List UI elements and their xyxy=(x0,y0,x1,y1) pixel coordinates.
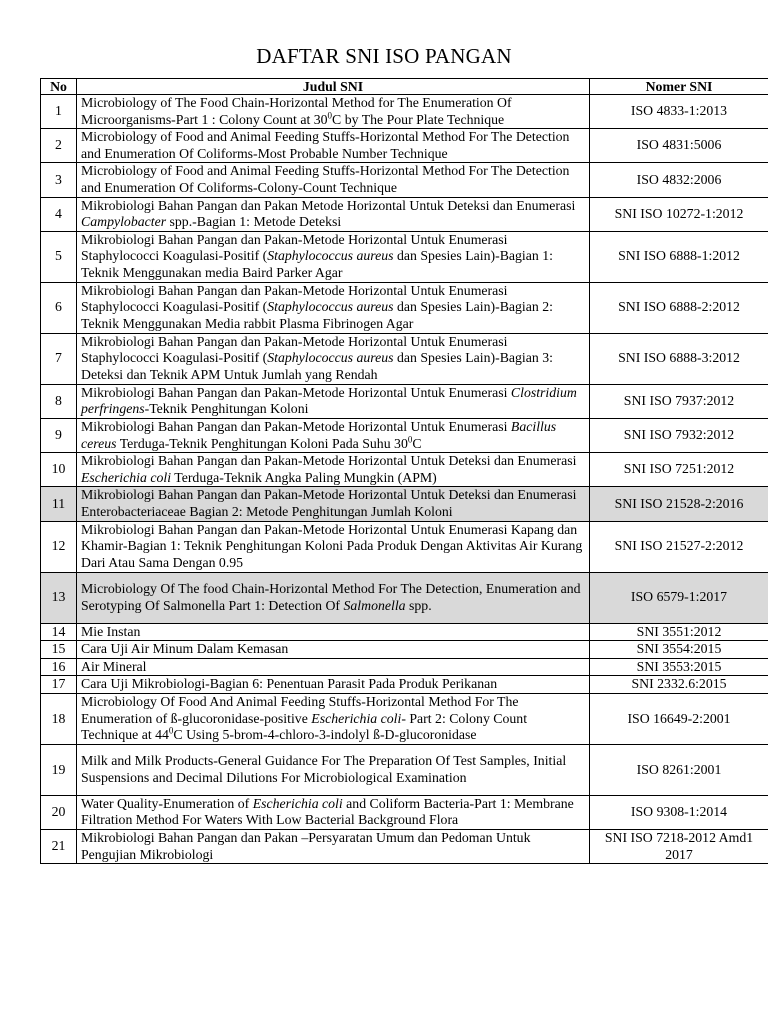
italic-species-name: Campylobacter xyxy=(81,214,167,230)
title-text: Cara Uji Mikrobiologi-Bagian 6: Penentuan Parasit Pada Produk Perikanan xyxy=(81,676,498,692)
row-sni-number: SNI ISO 7937:2012 xyxy=(590,384,768,418)
table-row xyxy=(41,197,768,231)
table-row xyxy=(41,487,768,521)
title-text: Mikrobiologi Bahan Pangan dan Pakan-Metode Horizontal Untuk Deteksi dan Enumerasi xyxy=(81,453,577,469)
row-sni-number: SNI 3551:2012 xyxy=(590,623,768,641)
table-row xyxy=(41,163,768,197)
row-title xyxy=(77,623,590,641)
row-title xyxy=(77,658,590,676)
table-row xyxy=(41,333,768,384)
title-text: dan Spesies Lain)-Bagian 2: Teknik Menggunakan Media rabbit Plasma Fibrinogen Agar xyxy=(81,299,553,332)
row-number: 17 xyxy=(41,676,77,694)
row-title xyxy=(77,163,590,197)
title-text: Terduga-Teknik Penghitungan Koloni Pada Suhu 30 xyxy=(116,435,408,451)
table-row xyxy=(41,418,768,452)
table-row xyxy=(41,830,768,864)
title-text: Mikrobiologi Bahan Pangan dan Pakan-Metode Horizontal Untuk Enumerasi xyxy=(81,418,511,434)
table-header-row xyxy=(41,79,768,95)
table-row xyxy=(41,744,768,795)
row-title xyxy=(77,676,590,694)
page-title: DAFTAR SNI ISO PANGAN xyxy=(256,44,512,68)
table-row xyxy=(41,129,768,163)
row-number: 16 xyxy=(41,658,77,676)
row-sni-number: ISO 4832:2006 xyxy=(590,163,768,197)
table-row xyxy=(41,693,768,744)
table-row xyxy=(41,521,768,572)
header-nomer: Nomer SNI xyxy=(590,79,768,95)
title-text: Mikrobiologi Bahan Pangan dan Pakan-Metode Horizontal Untuk Enumerasi Staphylococci Koagulasi-Positif ( xyxy=(81,282,508,315)
header-judul: Judul SNI xyxy=(77,79,590,95)
row-sni-number: ISO 4833-1:2013 xyxy=(590,95,768,129)
row-number: 20 xyxy=(41,795,77,829)
row-number: 12 xyxy=(41,521,77,572)
row-sni-number: SNI ISO 7932:2012 xyxy=(590,418,768,452)
row-sni-number: SNI 2332.6:2015 xyxy=(590,676,768,694)
row-sni-number: SNI 3554:2015 xyxy=(590,641,768,659)
title-text: Milk and Milk Products-General Guidance For The Preparation Of Test Samples, Initial Suspensions and Decimal Dilutions For Microbiological Examination xyxy=(81,753,567,785)
row-number: 14 xyxy=(41,623,77,641)
table-row xyxy=(41,572,768,623)
title-text: spp.-Bagian 1: Metode Deteksi xyxy=(166,214,342,230)
title-text: Mikrobiologi Bahan Pangan dan Pakan-Metode Horizontal Untuk Deteksi dan Enumerasi Enterobacteriaceae Bagian 2: Metode Penghitungan Jumlah Koloni xyxy=(81,487,577,519)
title-text: Microbiology of Food and Animal Feeding Stuffs-Horizontal Method For The Detection and Enumeration Of Coliforms-Most Probable Number Technique xyxy=(81,129,570,161)
title-text: dan Spesies Lain)-Bagian 1: Teknik Menggunakan media Baird Parker Agar xyxy=(81,248,553,281)
row-number: 19 xyxy=(41,744,77,795)
row-number: 18 xyxy=(41,693,77,744)
title-text: Mikrobiologi Bahan Pangan dan Pakan –Persyaratan Umum dan Pedoman Untuk Pengujian Mikrobiologi xyxy=(81,830,531,862)
title-text: Mie Instan xyxy=(81,623,141,639)
row-number: 3 xyxy=(41,163,77,197)
italic-species-name: Clostridium perfringens xyxy=(81,384,577,417)
row-title xyxy=(77,197,590,231)
superscript: 0 xyxy=(327,110,333,120)
row-sni-number: SNI ISO 7251:2012 xyxy=(590,453,768,487)
table-row xyxy=(41,453,768,487)
row-sni-number: SNI ISO 7218-2012 Amd1 2017 xyxy=(590,830,768,864)
italic-species-name: Staphylococcus aureus xyxy=(267,299,394,315)
row-title xyxy=(77,384,590,418)
row-number: 7 xyxy=(41,333,77,384)
title-text: Microbiology of Food and Animal Feeding Stuffs-Horizontal Method For The Detection and Enumeration Of Coliforms-Colony-Count Technique xyxy=(81,163,570,195)
row-number: 9 xyxy=(41,418,77,452)
row-sni-number: SNI ISO 21528-2:2016 xyxy=(590,487,768,521)
row-sni-number: SNI ISO 10272-1:2012 xyxy=(590,197,768,231)
title-text: C Using 5-brom-4-chloro-3-indolyl ß-D-glucoronidase xyxy=(173,727,477,743)
row-sni-number: SNI ISO 21527-2:2012 xyxy=(590,521,768,572)
row-number: 4 xyxy=(41,197,77,231)
row-title xyxy=(77,693,590,744)
italic-species-name: Escherichia coli xyxy=(252,795,343,811)
table-row xyxy=(41,384,768,418)
title-text: Water Quality-Enumeration of xyxy=(81,795,253,811)
row-number: 15 xyxy=(41,641,77,659)
row-title xyxy=(77,95,590,129)
title-text: Mikrobiologi Bahan Pangan dan Pakan-Metode Horizontal Untuk Enumerasi Kapang dan Khamir-Bagian 1: Teknik Penghitungan Koloni Pada Produk Dengan Aktivitas Air Kurang Dari Atau Sama Dengan 0.95 xyxy=(81,521,583,570)
table-body xyxy=(41,95,768,864)
row-title xyxy=(77,129,590,163)
title-text: Air Mineral xyxy=(81,658,147,674)
title-text: Microbiology Of Food And Animal Feeding Stuffs-Horizontal Method For The Enumeration of ß-glucoronidase-positive xyxy=(81,693,519,726)
title-text: and Coliform Bacteria-Part 1: Membrane Filtration Method For Waters With Low Bacterial Background Flora xyxy=(81,795,574,828)
italic-species-name: Salmonella xyxy=(343,597,406,613)
row-sni-number: SNI ISO 6888-1:2012 xyxy=(590,231,768,282)
row-title xyxy=(77,521,590,572)
row-title xyxy=(77,487,590,521)
title-text: Mikrobiologi Bahan Pangan dan Pakan Metode Horizontal Untuk Deteksi dan Enumerasi xyxy=(81,197,576,213)
table-row xyxy=(41,795,768,829)
row-number: 13 xyxy=(41,572,77,623)
row-title xyxy=(77,795,590,829)
title-text: Terduga-Teknik Angka Paling Mungkin (APM) xyxy=(171,469,437,485)
row-sni-number: SNI ISO 6888-2:2012 xyxy=(590,282,768,333)
row-sni-number: ISO 6579-1:2017 xyxy=(590,572,768,623)
row-number: 1 xyxy=(41,95,77,129)
title-text: Microbiology of The Food Chain-Horizontal Method for The Enumeration Of Microorganisms-Part 1 : Colony Count at 30 xyxy=(81,95,512,127)
table-row xyxy=(41,676,768,694)
title-text: dan Spesies Lain)-Bagian 3: Deteksi dan Teknik APM Untuk Jumlah yang Rendah xyxy=(81,350,553,383)
title-text: Mikrobiologi Bahan Pangan dan Pakan-Metode Horizontal Untuk Enumerasi xyxy=(81,384,511,400)
row-number: 21 xyxy=(41,830,77,864)
italic-species-name: Staphylococcus aureus xyxy=(267,350,394,366)
row-number: 6 xyxy=(41,282,77,333)
row-number: 5 xyxy=(41,231,77,282)
title-text: Cara Uji Air Minum Dalam Kemasan xyxy=(81,641,289,657)
table-row xyxy=(41,95,768,129)
row-title xyxy=(77,744,590,795)
superscript: 0 xyxy=(168,725,174,736)
row-number: 8 xyxy=(41,384,77,418)
row-title xyxy=(77,641,590,659)
row-title xyxy=(77,333,590,384)
row-title xyxy=(77,282,590,333)
italic-species-name: Staphylococcus aureus xyxy=(267,248,394,264)
italic-species-name: Bacillus cereus xyxy=(81,418,557,451)
row-number: 10 xyxy=(41,453,77,487)
row-sni-number: ISO 16649-2:2001 xyxy=(590,693,768,744)
row-title xyxy=(77,572,590,623)
title-text: C xyxy=(412,435,422,451)
row-title xyxy=(77,418,590,452)
row-title xyxy=(77,830,590,864)
title-text: spp. xyxy=(405,597,432,613)
table-row xyxy=(41,282,768,333)
superscript: 0 xyxy=(407,433,413,444)
row-number: 2 xyxy=(41,129,77,163)
header-no: No xyxy=(41,79,77,95)
row-sni-number: SNI ISO 6888-3:2012 xyxy=(590,333,768,384)
title-text: -Teknik Penghitungan Koloni xyxy=(144,401,309,417)
table-row xyxy=(41,641,768,659)
table-row xyxy=(41,658,768,676)
table-row xyxy=(41,623,768,641)
title-text: C by The Pour Plate Technique xyxy=(332,111,505,127)
row-title xyxy=(77,231,590,282)
row-title xyxy=(77,453,590,487)
row-sni-number: ISO 9308-1:2014 xyxy=(590,795,768,829)
italic-species-name: Escherichia coli xyxy=(311,710,402,726)
title-text: Mikrobiologi Bahan Pangan dan Pakan-Metode Horizontal Untuk Enumerasi Staphylococci Koagulasi-Positif ( xyxy=(81,333,508,366)
title-text: Mikrobiologi Bahan Pangan dan Pakan-Metode Horizontal Untuk Enumerasi Staphylococci Koagulasi-Positif ( xyxy=(81,231,508,264)
row-sni-number: ISO 4831:5006 xyxy=(590,129,768,163)
title-text: Microbiology Of The food Chain-Horizontal Method For The Detection, Enumeration and Serotyping Of Salmonella Part 1: Detection Of xyxy=(81,580,581,613)
row-number: 11 xyxy=(41,487,77,521)
italic-species-name: Escherichia coli xyxy=(81,469,172,485)
sni-table xyxy=(40,78,768,864)
row-sni-number: ISO 8261:2001 xyxy=(590,744,768,795)
table-row xyxy=(41,231,768,282)
title-text: - Part 2: Colony Count Technique at 44 xyxy=(81,710,528,743)
row-sni-number: SNI 3553:2015 xyxy=(590,658,768,676)
